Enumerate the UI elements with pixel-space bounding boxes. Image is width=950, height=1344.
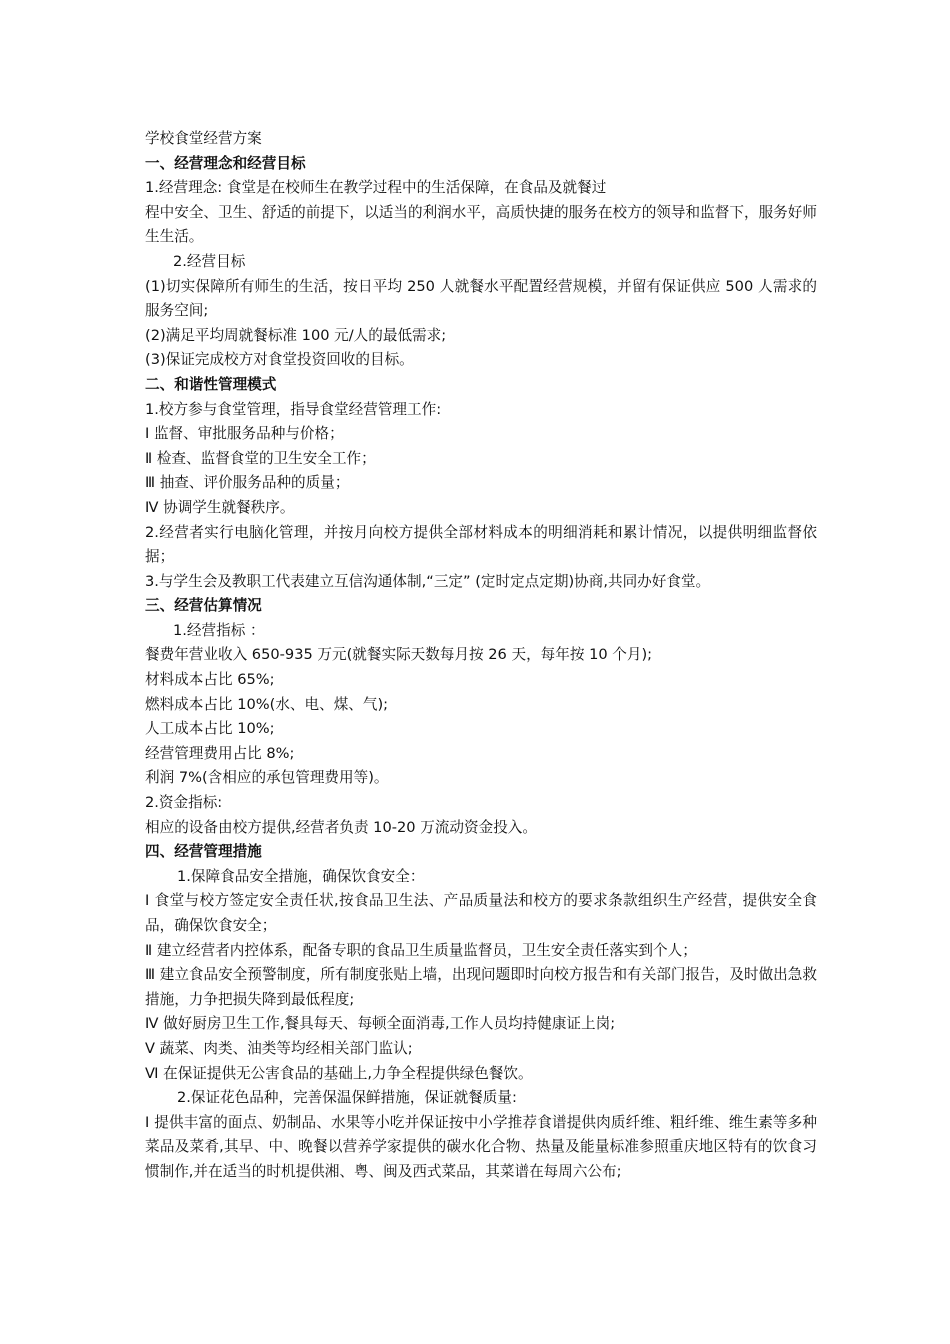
paragraph-line: (1)切实保障所有师生的生活，按日平均 250 人就餐水平配置经营规模，并留有保证供应 500 人需求的服务空间; — [145, 277, 817, 320]
paragraph-line: Ⅳ 协调学生就餐秩序。 — [145, 498, 295, 516]
paragraph-line: 餐费年营业收入 650-935 万元(就餐实际天数每月按 26 天，每年按 10 个月); — [145, 646, 653, 664]
paragraph-line: 2.保证花色品种，完善保温保鲜措施，保证就餐质量: — [177, 1089, 517, 1107]
paragraph-line: Ⅱ 建立经营者内控体系，配备专职的食品卫生质量监督员，卫生安全责任落实到个人； — [145, 941, 697, 959]
paragraph-line: 燃料成本占比 10%(水、电、煤、气); — [145, 695, 389, 713]
paragraph-line: 程中安全、卫生、舒适的前提下，以适当的利润水平，高质快捷的服务在校方的领导和监督下，服务好师生生活。 — [145, 203, 817, 246]
paragraph-line: Ⅰ 食堂与校方签定安全责任状,按食品卫生法、产品质量法和校方的要求条款组织生产经营，提供安全食品，确保饮食安全； — [145, 892, 817, 934]
paragraph-line: (2)满足平均周就餐标准 100 元/人的最低需求; — [145, 326, 447, 344]
paragraph-line: 1.经营理念: 食堂是在校师生在教学过程中的生活保障，在食品及就餐过 — [145, 179, 607, 197]
paragraph-line: 1.校方参与食堂管理，指导食堂经营管理工作: — [145, 400, 442, 418]
section-heading: 四、经营管理措施 — [145, 843, 262, 861]
paragraph-line: Ⅰ 提供丰富的面点、奶制品、水果等小吃并保证按中小学推荐食谱提供肉质纤维、粗纤维、维生素等多种菜品及菜肴,其早、中、晚餐以营养学家提供的碳水化合物、热量及能量标准参照重庆地区特有的饮食习惯制作,并在适当的时机提供湘、粤、闽及西式菜品，其菜谱在每周六公布; — [145, 1113, 817, 1180]
paragraph-line: Ⅲ 建立食品安全预警制度，所有制度张贴上墙，出现问题即时向校方报告和有关部门报告，及时做出急救措施，力争把损失降到最低程度; — [145, 966, 817, 1008]
paragraph-line: 相应的设备由校方提供,经营者负责 10-20 万流动资金投入。 — [145, 818, 537, 836]
paragraph-line: 人工成本占比 10%; — [145, 720, 275, 738]
paragraph-line: Ⅳ 做好厨房卫生工作,餐具每天、每顿全面消毒,工作人员均持健康证上岗; — [145, 1015, 616, 1033]
paragraph-line: 1.经营指标 ： — [173, 621, 265, 639]
paragraph-line: 3.与学生会及教职工代表建立互信沟通体制,“三定” (定时定点定期)协商,共同办好食堂。 — [145, 572, 711, 590]
paragraph-line: 经营管理费用占比 8%; — [145, 744, 295, 762]
paragraph-line: (3)保证完成校方对食堂投资回收的目标。 — [145, 351, 414, 369]
paragraph-line: 利润 7%(含相应的承包管理费用等)。 — [145, 769, 389, 787]
section-heading: 三、经营估算情况 — [145, 597, 262, 615]
paragraph-line: Ⅴ 蔬菜、肉类、油类等均经相关部门监认; — [145, 1039, 413, 1057]
paragraph-line: Ⅵ 在保证提供无公害食品的基础上,力争全程提供绿色餐饮。 — [145, 1064, 533, 1082]
paragraph-line: Ⅰ 监督、审批服务品种与价格； — [145, 425, 344, 443]
paragraph-line: Ⅱ 检查、监督食堂的卫生安全工作； — [145, 449, 376, 467]
paragraph-line: 材料成本占比 65%; — [145, 671, 275, 689]
paragraph-line: 2.资金指标: — [145, 794, 223, 812]
section-heading: 一、经营理念和经营目标 — [145, 154, 306, 172]
paragraph-line: Ⅲ 抽查、评价服务品种的质量； — [145, 474, 350, 492]
section-heading: 二、和谐性管理模式 — [145, 375, 277, 393]
document-title: 学校食堂经营方案 — [145, 130, 262, 147]
paragraph-line: 2.经营目标 — [173, 252, 246, 270]
document-body — [145, 152, 817, 1185]
paragraph-line: 2.经营者实行电脑化管理，并按月向校方提供全部材料成本的明细消耗和累计情况，以提供明细监督依据； — [145, 523, 817, 566]
paragraph-line: 1.保障食品安全措施，确保饮食安全： — [177, 867, 425, 885]
document-page — [145, 127, 817, 1185]
